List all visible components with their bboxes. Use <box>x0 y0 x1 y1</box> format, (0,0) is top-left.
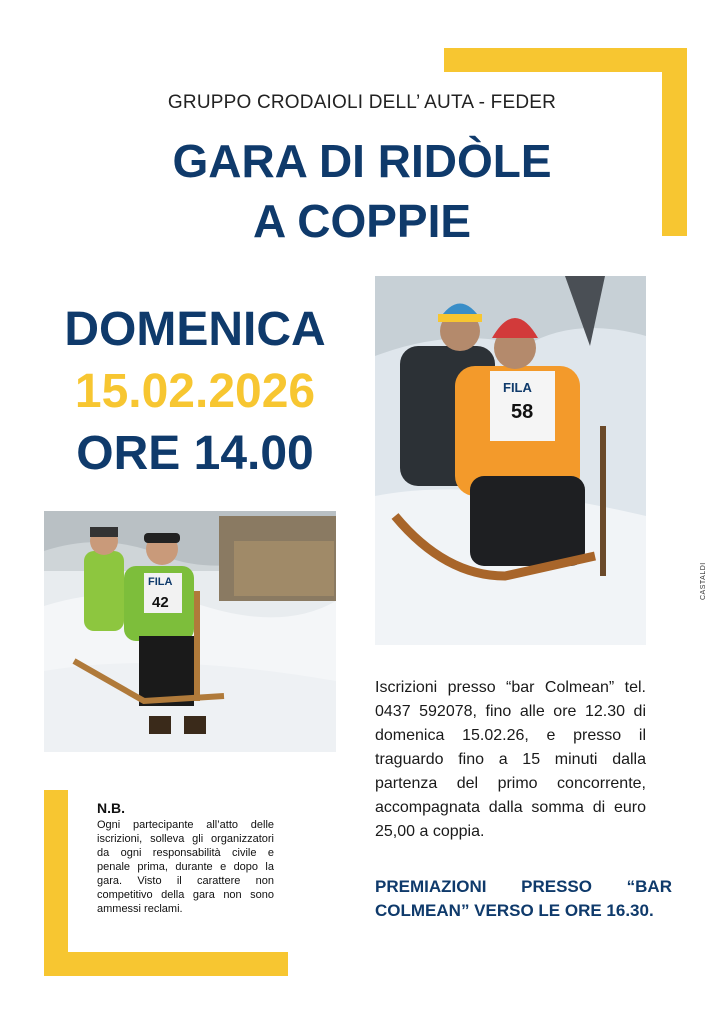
left-bib-sponsor: FILA <box>148 576 173 588</box>
right-bib-number: 58 <box>511 401 534 423</box>
event-title-line2: A COPPIE <box>252 195 472 247</box>
corner-bracket-bottom <box>44 952 288 976</box>
notes-heading: N.B. <box>97 800 125 816</box>
event-title-line1: GARA DI RIDÒLE <box>172 135 552 187</box>
photo-left-sledders <box>44 511 336 752</box>
registration-info: Iscrizioni presso “bar Colmean” tel. 0437 592078, fino alle ore 12.30 di domenica 15.02.26, e presso il traguardo fino a 15 minuti dalla partenza del primo concorrente, accompagnata dalla somma di euro 25,00 a coppia. <box>375 679 646 840</box>
organization-name: GRUPPO CRODAIOLI DELL’ AUTA - FEDER <box>167 92 557 113</box>
photo-credit: CASTALDI <box>700 562 707 600</box>
notes-text: Ogni partecipante all’atto delle iscrizioni, solleva gli organizzatori da ogni responsabilità civile e penale prima, durante e dopo la gara. Visto il carattere non competitivo della gara non sono ammessi reclami. <box>97 819 274 915</box>
event-time: ORE 14.00 <box>76 427 314 480</box>
left-bib-number: 42 <box>152 594 169 611</box>
awards-info: PREMIAZIONI PRESSO “BAR COLMEAN” VERSO LE ORE 16.30. <box>375 877 672 920</box>
event-date: 15.02.2026 <box>74 365 316 418</box>
photo-right-sledders <box>375 276 646 645</box>
event-day: DOMENICA <box>64 303 326 356</box>
right-bib-sponsor: FILA <box>503 380 532 395</box>
corner-bracket-top <box>444 48 687 72</box>
corner-bracket-bottom-side <box>44 790 68 976</box>
